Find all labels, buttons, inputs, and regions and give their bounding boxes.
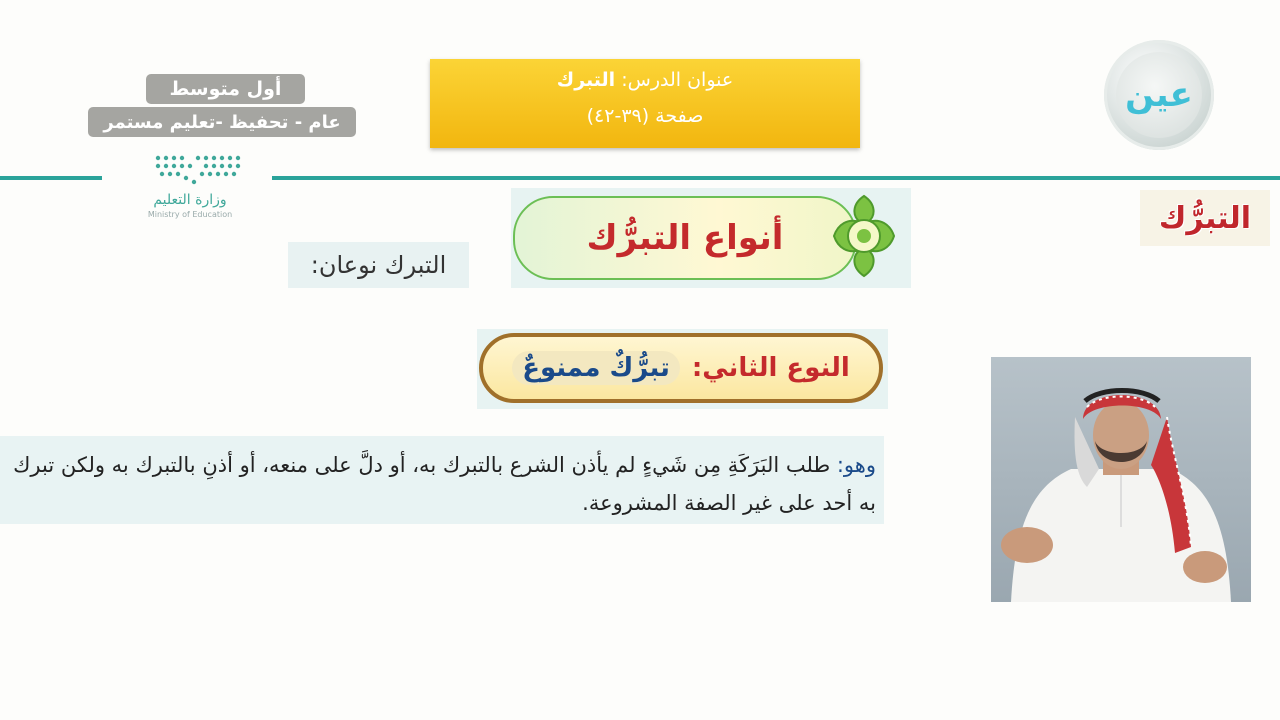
lesson-prefix: عنوان الدرس: bbox=[621, 69, 734, 91]
lesson-title: التبرك bbox=[556, 69, 616, 91]
ministry-logo bbox=[110, 152, 270, 224]
definition-text bbox=[0, 446, 876, 522]
second-type-value: تبرُّكٌ ممنوعٌ bbox=[512, 351, 680, 385]
two-types-statement: التبرك نوعان: bbox=[288, 242, 469, 288]
presenter-video bbox=[991, 357, 1251, 602]
grade-badge: أول متوسط bbox=[146, 74, 305, 104]
tracks-badge: عام - تحفيظ -تعليم مستمر bbox=[88, 107, 356, 137]
ministry-dots-icon bbox=[110, 152, 270, 192]
channel-logo-text: عين bbox=[1116, 52, 1202, 138]
divider-line-left bbox=[0, 176, 102, 180]
ornament-icon bbox=[818, 190, 910, 282]
topic-heading: التبرُّك bbox=[1140, 190, 1270, 246]
lesson-title-box bbox=[430, 59, 860, 148]
definition-lead: وهو: bbox=[836, 453, 876, 477]
second-type-label: النوع الثاني: bbox=[691, 353, 850, 383]
types-heading: أنواع التبرُّك bbox=[513, 196, 857, 280]
lesson-pages: صفحة (٣٩-٤٢) bbox=[586, 105, 704, 127]
definition-body: طلب البَرَكَةِ مِن شَيءٍ لم يأذن الشرع بالتبرك به، أو دلَّ على منعه، أو أذنِ بالتبرك به ولكن تبرك به أحد على غير الصفة المشروعة. bbox=[13, 453, 876, 515]
ministry-name-ar: وزارة التعليم bbox=[153, 192, 227, 208]
ministry-name-en: Ministry of Education bbox=[147, 210, 233, 219]
presenter-figure-icon bbox=[991, 357, 1251, 602]
divider-line-right bbox=[272, 176, 1280, 180]
second-type-banner bbox=[479, 333, 883, 403]
